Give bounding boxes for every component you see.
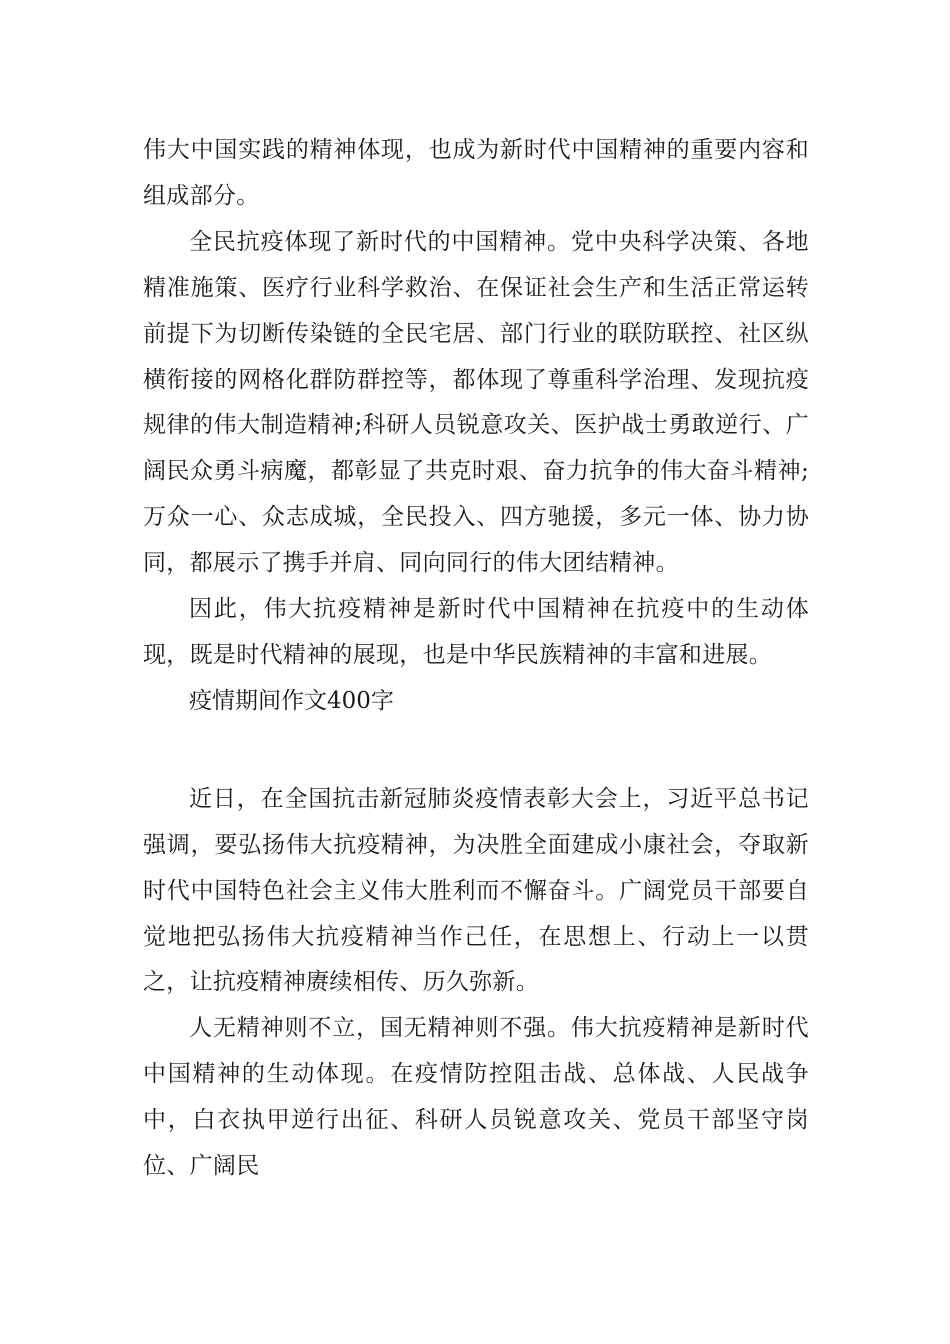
section-gap [143,725,809,777]
document-page [143,128,809,1190]
paragraph-intro: 近日，在全国抗击新冠肺炎疫情表彰大会上，习近平总书记强调，要弘扬伟大抗疫精神，为决胜全面建成小康社会，夺取新时代中国特色社会主义伟大胜利而不懈奋斗。广阔党员干部要自觉地把弘扬伟大抗疫精神当作己任，在思想上、行动上一以贯之，让抗疫精神赓续相传、历久弥新。 [143,785,809,996]
paragraph-continuation: 伟大中国实践的精神体现，也成为新时代中国精神的重要内容和组成部分。 [143,137,809,209]
paragraph-national-spirit: 全民抗疫体现了新时代的中国精神。党中央科学决策、各地精准施策、医疗行业科学救治、在保证社会生产和生活正常运转前提下为切断传染链的全民宅居、部门行业的联防联控、社区纵横衔接的网格化群防群控等，都体现了尊重科学治理、发现抗疫规律的伟大制造精神;科研人员锐意攻关、医护战士勇敢逆行、广阔民众勇斗病魔，都彰显了共克时艰、奋力抗争的伟大奋斗精神;万众一心、众志成城，全民投入、四方驰援，多元一体、协力协同，都展示了携手并肩、同向同行的伟大团结精神。 [143,228,809,577]
essay-heading: 疫情期间作文400字 [189,687,394,714]
paragraph-conclusion: 因此，伟大抗疫精神是新时代中国精神在抗疫中的生动体现，既是时代精神的展现，也是中华民族精神的丰富和进展。 [143,596,809,668]
paragraph-spirit: 人无精神则不立，国无精神则不强。伟大抗疫精神是新时代中国精神的生动体现。在疫情防控阻击战、总体战、人民战争中，白衣执甲逆行出征、科研人员锐意攻关、党员干部坚守岗位、广阔民 [143,1015,809,1180]
